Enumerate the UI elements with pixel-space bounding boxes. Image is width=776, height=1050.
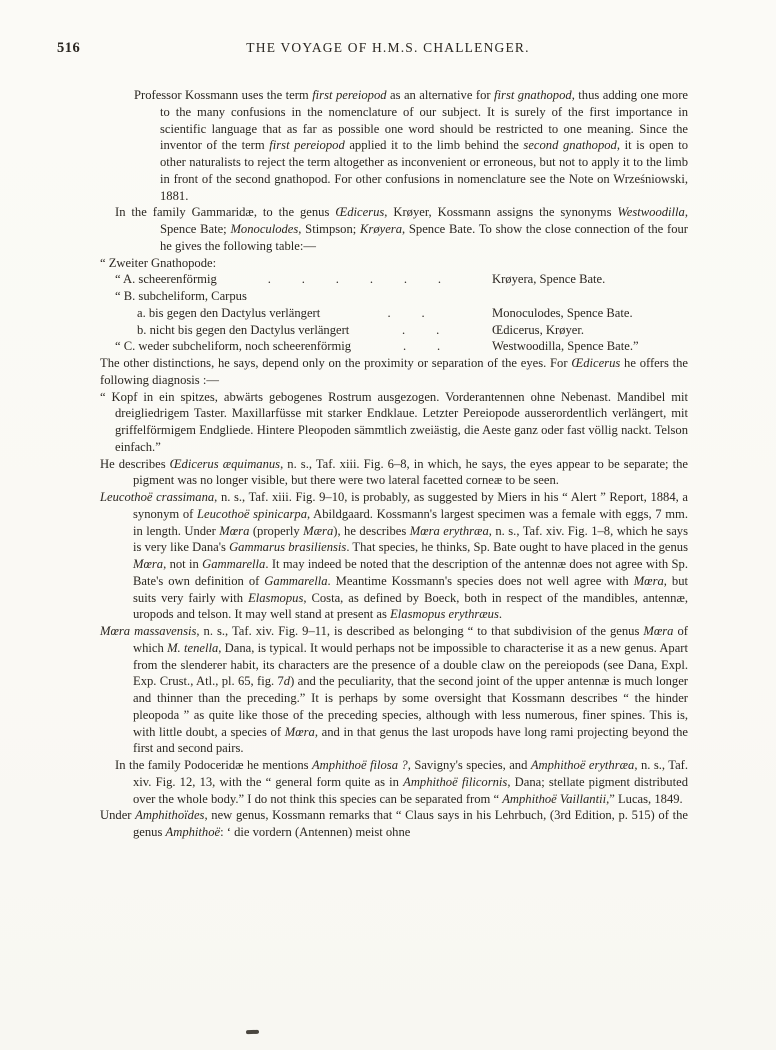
italic-text-run: Westwoodilla: [617, 205, 685, 220]
text-block: [100, 87, 688, 841]
table-line-left: “ Zweiter Gnathopode:: [100, 255, 217, 270]
italic-text-run: Œdicerus: [335, 205, 385, 220]
dot-leader: . .: [387, 305, 425, 320]
italic-text-run: Gammarella: [202, 557, 266, 571]
text-run: (properly: [249, 523, 304, 538]
text-run: , Costa, as defined by Boeck, both in respect of the mandibles, antennæ, uropods and telson. It may well stand at present as: [133, 590, 689, 622]
text-run: ) and the peculiarity, that the second joint of the upper antennæ is much longer and thinner than the preceding.” It is perhaps by some oversight that Kossmann describes “ the hinder pleopoda ” as quite like those of the preceding species, although with less numerous, finer spines. This is, with little doubt, a species of: [133, 674, 688, 739]
table-line-right: Krøyera, Spence Bate.: [492, 272, 606, 287]
page-number: 516: [57, 40, 81, 56]
text-run: , Savigny's species, and: [407, 758, 531, 772]
italic-text-run: Amphithoïdes: [135, 808, 205, 823]
text-run: , Dana; stellate pigment distributed over the whole body.” I do not think this species can be separated from “: [133, 774, 688, 806]
table-line-left: “ B. subcheliform, Carpus: [115, 289, 247, 303]
text-run: , not in: [163, 557, 203, 571]
paragraph-6: [100, 489, 688, 623]
text-run: . Meantime Kossmann's species does not well agree with: [327, 573, 634, 588]
dot-leader: . .: [402, 339, 441, 354]
text-run: ), he describes: [333, 523, 410, 538]
table-line-2: [100, 288, 688, 305]
text-run: , thus adding one more to the many confusions in the nomenclature of our subject. It is surely of the first importance in scientific language that as far as possible one word should be restricted to one meaning. Since the inventor of the term: [160, 88, 688, 153]
text-run: In the family Podoceridæ he mentions: [115, 758, 312, 772]
text-run: , it is open to other naturalists to reject the term altogether as inconvenient or erroneous, but not to apply it to the limb in front of the second gnathopod. For other confusions in nomenclature see the Note on Wrześniowski, 1881.: [160, 138, 689, 203]
text-run: , Abildgaard. Kossmann's largest specimen was a female with eggs, 7 mm. in length. Under: [133, 506, 688, 538]
italic-text-run: Gammarella: [264, 573, 328, 588]
text-run: of which: [133, 624, 688, 655]
italic-text-run: Elasmopus erythræus: [390, 607, 499, 622]
italic-text-run: Leucothoë crassimana: [100, 490, 215, 504]
text-run: , Spence Bate. To show the close connection of the four he gives the following table:—: [160, 222, 688, 253]
table-line-0: [100, 255, 688, 272]
italic-text-run: Mœra: [219, 523, 250, 538]
text-run: , Krøyer, Kossmann assigns the synonyms: [384, 205, 618, 220]
table-line-right: Œdicerus, Krøyer.: [492, 322, 584, 337]
text-run: he offers the following diagnosis :—: [100, 356, 689, 387]
text-run: In the family Gammaridæ, to the genus: [115, 205, 336, 220]
italic-text-run: Amphithoë: [165, 825, 221, 839]
italic-text-run: Elasmopus: [248, 590, 304, 605]
text-run: , Dana, is typical. It would perhaps not be impossible to characterise it as a new genus. Apart from the slenderer habit, its characters are the presence of a double claw on the pereiopods (see Dana, Expl. Exp. Crust., Atl., pl. 65, fig. 7: [133, 640, 688, 689]
paragraph-8: [100, 757, 688, 807]
dot-leader: . . . . . .: [267, 272, 441, 287]
italic-text-run: first pereiopod: [312, 88, 387, 102]
text-run: , n. s., Taf. xiv. Fig. 1–8, which he says is very like Dana's: [133, 523, 688, 555]
text-run: , Stimpson;: [298, 222, 361, 236]
italic-text-run: M. tenella: [167, 640, 219, 655]
text-run: . It may indeed be noted that the description of the antennæ does not agree with Sp. Bate's own definition of: [133, 557, 689, 588]
italic-text-run: Mœra massavensis: [100, 624, 197, 638]
italic-text-run: Mœra: [133, 557, 164, 571]
text-run: “ Kopf in ein spitzes, abwärts gebogenes Rostrum ausgezogen. Vorderantennen ohne Nebenast. Mandibel mit dreigliedrigem Taster. Maxillarfüsse mit starker Endklaue. Letzter Pereiopode ausserordentlich verlängert, mit griffelförmigem Endgliede. Hintere Pleopoden sämmtlich zweiästig, die Aeste ganz oder fast völlig nackt. Telson einfach.”: [100, 389, 688, 454]
text-run: , n. s., Taf. xiv. Fig. 12, 13, with the “ general form quite as in: [133, 758, 689, 789]
italic-text-run: Leucothoë spinicarpa: [197, 506, 308, 521]
italic-text-run: Monoculodes: [230, 222, 299, 236]
text-run: . That species, he thinks, Sp. Bate ought to have placed in the genus: [346, 540, 689, 555]
italic-text-run: Amphithoë erythræa: [530, 758, 635, 772]
text-run: , n. s., Taf. xiii. Fig. 6–8, in which, he says, the eyes appear to be separate; the pigment was no longer visible, but there were two lateral facetted corneæ to be seen.: [133, 456, 688, 488]
italic-text-run: Gammarus brasiliensis: [229, 540, 347, 555]
italic-text-run: first pereiopod: [269, 138, 345, 153]
text-run: .: [498, 607, 503, 622]
italic-text-run: Œdicerus: [571, 356, 621, 370]
dot-leader: . .: [402, 322, 440, 337]
table-line-4: [100, 322, 688, 339]
italic-text-run: Mœra: [633, 573, 664, 588]
text-run: , Spence Bate;: [160, 205, 688, 236]
paragraph-7: [100, 623, 688, 757]
text-run: , new genus, Kossmann remarks that “ Claus says in his Lehrbuch, (3rd Edition, p. 515) of the genus: [133, 808, 688, 839]
table-line-3: [100, 305, 688, 322]
italic-text-run: Amphithoë filosa ?: [311, 758, 408, 772]
paragraph-4: [100, 389, 688, 456]
italic-text-run: Mœra: [284, 724, 315, 739]
scan-artifact: [246, 1030, 259, 1034]
text-run: , n. s., Taf. xiv. Fig. 9–11, is described as belonging “ to that subdivision of the genus: [196, 624, 644, 638]
paragraph-3: [100, 355, 688, 389]
italic-text-run: first gnathopod: [494, 88, 572, 102]
text-run: , and in that genus the last uropods have long rami projecting beyond the first and second pairs.: [133, 724, 688, 756]
table-line-left: “ C. weder subcheliform, noch scheerenförmig: [115, 339, 352, 354]
table-line-1: [100, 271, 688, 288]
paragraph-1: [100, 204, 688, 254]
paragraph-0: [100, 87, 688, 204]
text-run: Under: [100, 808, 136, 823]
paragraph-9: [100, 807, 688, 841]
text-run: : ‘ die vordern (Antennen) meist ohne: [220, 825, 411, 839]
text-run: as an alternative for: [386, 88, 495, 102]
text-run: Professor Kossmann uses the term: [134, 88, 313, 102]
italic-text-run: second gnathopod: [523, 138, 617, 153]
table-line-5: [100, 338, 688, 355]
running-head: [0, 40, 776, 60]
paragraph-5: [100, 456, 688, 490]
text-run: , n. s., Taf. xiii. Fig. 9–10, is probably, as suggested by Miers in his “ Alert ” Report, 1884, a synonym of: [133, 490, 689, 521]
text-run: applied it to the limb behind the: [344, 138, 524, 153]
synonym-table: [100, 255, 688, 356]
text-run: He describes: [100, 456, 170, 471]
italic-text-run: Amphithoë Vaillantii: [502, 791, 607, 806]
italic-text-run: Mœra erythræa: [409, 523, 489, 538]
italic-text-run: Mœra: [643, 624, 674, 638]
italic-text-run: Amphithoë filicornis: [403, 774, 508, 789]
running-title: THE VOYAGE OF H.M.S. CHALLENGER.: [246, 40, 530, 55]
text-run: , but suits very fairly with: [133, 573, 688, 605]
text-run: The other distinctions, he says, depend only on the proximity or separation of the eyes. For: [100, 356, 572, 370]
italic-text-run: Krøyera: [360, 222, 402, 236]
text-run: ,” Lucas, 1849.: [606, 791, 683, 806]
table-line-left: a. bis gegen den Dactylus verlängert: [137, 305, 321, 320]
italic-text-run: d: [283, 674, 291, 689]
italic-text-run: Œdicerus æquimanus: [169, 456, 281, 471]
table-line-right: Westwoodilla, Spence Bate.”: [492, 339, 639, 354]
table-line-left: “ A. scheerenförmig: [115, 272, 217, 287]
table-line-right: Monoculodes, Spence Bate.: [492, 305, 633, 320]
table-line-left: b. nicht bis gegen den Dactylus verlängert: [137, 322, 350, 337]
italic-text-run: Mæra: [303, 523, 334, 538]
